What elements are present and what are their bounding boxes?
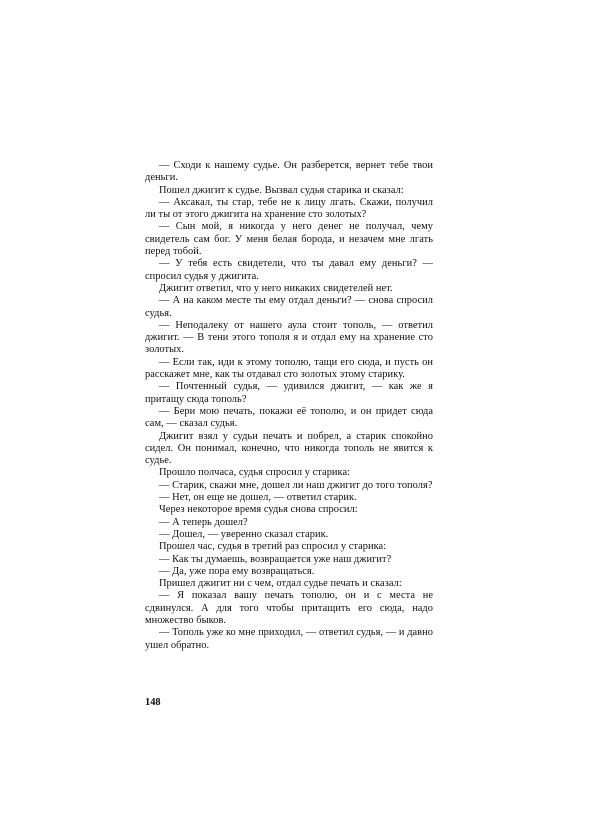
paragraph: — Бери мою печать, покажи её тополю, и он придет сюда сам, — сказал судья. (145, 405, 433, 430)
paragraph: — Почтенный судья, — удивился джигит, — как же я притащу сюда тополь? (145, 381, 433, 405)
paragraph: Джигит взял у судьи печать и побрел, а старик спокойно сидел. Он понимал, конечно, что никогда тополь не явится к судье. (145, 430, 433, 467)
paragraph: — Если так, иди к этому тополю, тащи его сюда, и пусть он расскажет мне, как ты отдавал сто золотых этому старику. (145, 356, 433, 381)
paragraph: — А на каком месте ты ему отдал деньги? — снова спросил судья. (145, 295, 433, 319)
paragraph: — Дошел, — уверенно сказал старик. (159, 528, 329, 540)
paragraph: — Старик, скажи мне, дошел ли наш джигит до того тополя? (159, 479, 433, 491)
paragraph: — Я показал вашу печать тополю, он и с места не сдвинулся. А для того чтобы притащить его сюда, надо множество быков. (145, 590, 433, 626)
paragraph: — Аксакал, ты стар, тебе не к лицу лгать. Скажи, получил ли ты от этого джигита на хранение сто золотых? (145, 196, 433, 221)
story-text (145, 160, 433, 652)
paragraph: — Да, уже пора ему возвращаться. (159, 565, 315, 577)
paragraph: Пошел джигит к судье. Вызвал судья старика и сказал: (159, 184, 404, 196)
paragraph: Джигит ответил, что у него никаких свидетелей нет. (159, 282, 393, 294)
paragraph: Пришел джигит ни с чем, отдал судье печать и сказал: (159, 578, 402, 590)
paragraph: — Как ты думаешь, возвращается уже наш джигит? (159, 553, 392, 565)
paragraph: Через некоторое время судья снова спросил: (159, 504, 358, 516)
paragraph: — У тебя есть свидетели, что ты давал ему деньги? — спросил судья у джигита. (145, 258, 433, 282)
paragraph: Прошел час, судья в третий раз спросил у старика: (159, 541, 387, 553)
paragraph: Прошло полчаса, судья спросил у старика: (159, 467, 351, 479)
paragraph: — Сходи к нашему судье. Он разберется, вернет тебе твои деньги. (145, 160, 433, 184)
page-number: 148 (145, 697, 161, 708)
paragraph: — Тополь уже ко мне приходил, — ответил судья, — и давно ушел обратно. (145, 627, 433, 651)
paragraph: — А теперь дошел? (159, 516, 248, 528)
paragraph: — Сын мой, я никогда у него денег не получал, чему свидетель сам бог. У меня белая борода, и незачем мне лгать перед тобой. (145, 221, 433, 258)
paragraph: — Нет, он еще не дошел, — ответил старик. (159, 492, 357, 504)
paragraph: — Неподалеку от нашего аула стоит тополь, — ответил джигит. — В тени этого тополя я и отдал ему на хранение сто золотых. (145, 319, 433, 356)
